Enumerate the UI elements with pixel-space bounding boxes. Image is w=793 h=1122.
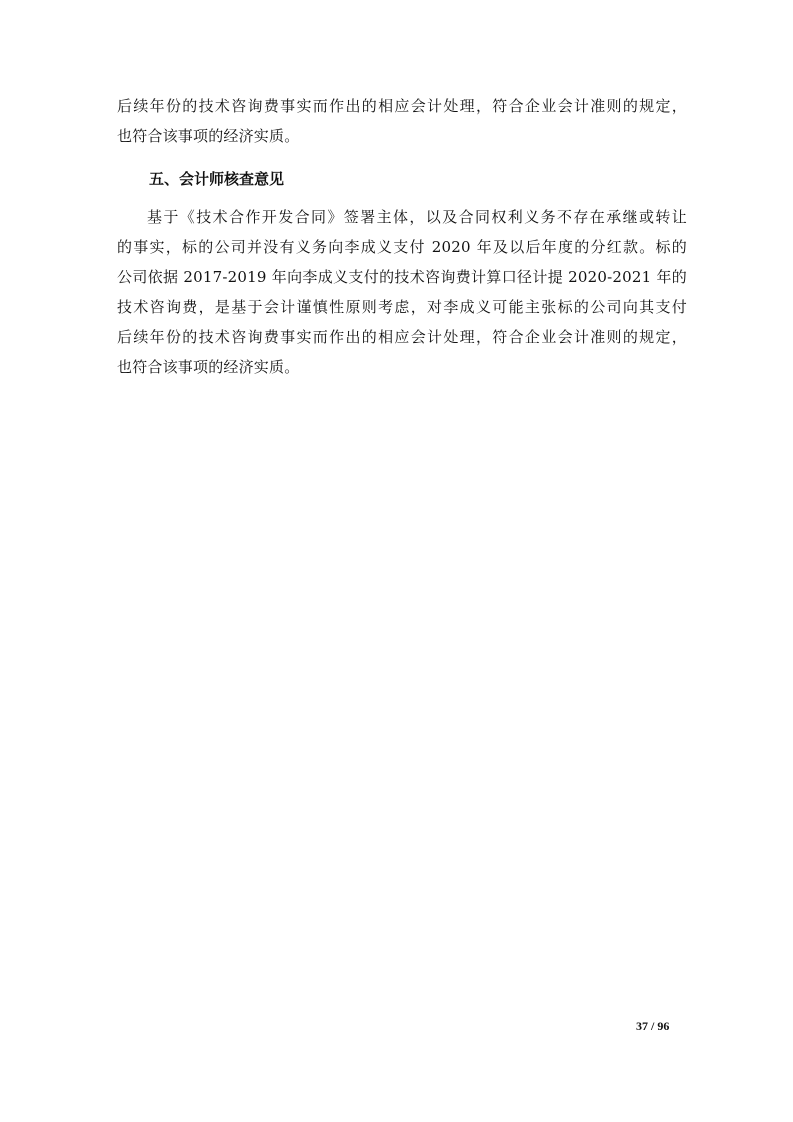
paragraph-line: 也符合该事项的经济实质。 (117, 358, 300, 376)
paragraph-line: 也符合该事项的经济实质。 (117, 127, 300, 145)
paragraph-line: 基于《技术合作开发合同》签署主体，以及合同权利义务不存在承继或转让 (147, 208, 687, 226)
paragraph-line: 后续年份的技术咨询费事实而作出的相应会计处理，符合企业会计准则的规定， (117, 328, 687, 346)
paragraph-line: 公司依据 2017-2019 年向李成义支付的技术咨询费计算口径计提 2020-2021 年的 (117, 268, 687, 286)
main-paragraph (117, 202, 687, 382)
paragraph-line: 技术咨询费，是基于会计谨慎性原则考虑，对李成义可能主张标的公司向其支付 (117, 298, 687, 316)
paragraph-line: 的事实，标的公司并没有义务向李成义支付 2020 年及以后年度的分红款。标的 (117, 238, 687, 256)
section-heading: 五、会计师核查意见 (149, 170, 285, 188)
top-paragraph (117, 91, 687, 151)
page-number: 37 / 96 (636, 1019, 670, 1033)
paragraph-line: 后续年份的技术咨询费事实而作出的相应会计处理，符合企业会计准则的规定， (117, 97, 687, 115)
